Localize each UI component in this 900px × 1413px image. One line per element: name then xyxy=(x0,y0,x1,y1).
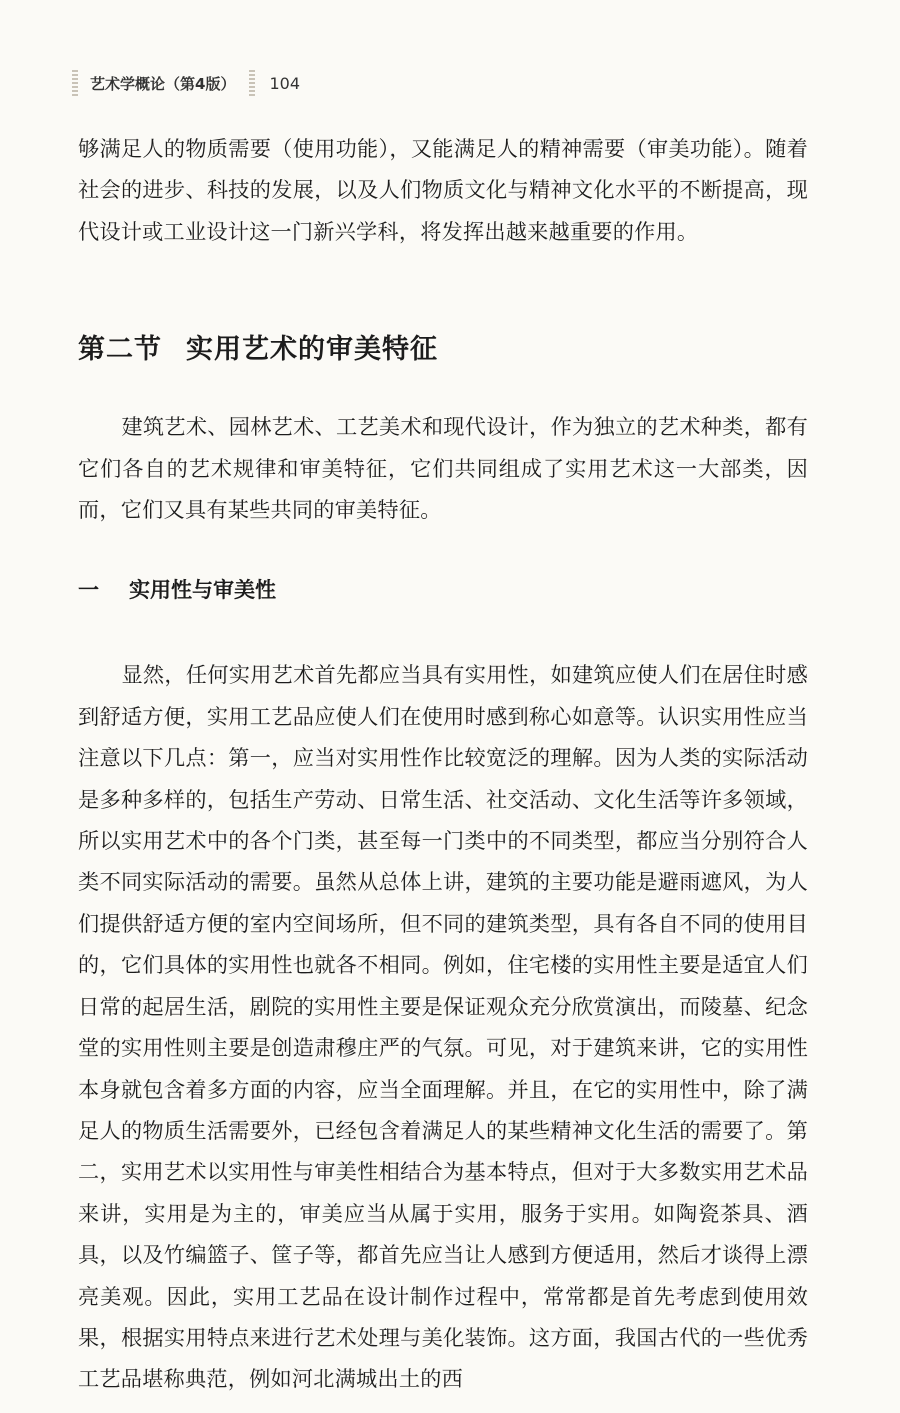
subsection-title: 实用性与审美性 xyxy=(129,578,276,603)
subsection-heading xyxy=(78,570,808,610)
page-content xyxy=(78,128,808,1400)
section-number: 第二节 xyxy=(78,334,162,366)
section-title: 实用艺术的审美特征 xyxy=(186,334,438,366)
header-decoration-bar xyxy=(72,70,78,96)
book-title: 艺术学概论（第4版） xyxy=(90,74,236,93)
running-head xyxy=(72,68,300,98)
body-paragraph: 显然，任何实用艺术首先都应当具有实用性，如建筑应使人们在居住时感到舒适方便，实用工艺品应使人们在使用时感到称心如意等。认识实用性应当注意以下几点：第一，应当对实用性作比较宽泛的理解。因为人类的实际活动是多种多样的，包括生产劳动、日常生活、社交活动、文化生活等许多领域，所以实用艺术中的各个门类，甚至每一门类中的不同类型，都应当分别符合人类不同实际活动的需要。虽然从总体上讲，建筑的主要功能是避雨遮风，为人们提供舒适方便的室内空间场所，但不同的建筑类型，具有各自不同的使用目的，它们具体的实用性也就各不相同。例如，住宅楼的实用性主要是适宜人们日常的起居生活，剧院的实用性主要是保证观众充分欣赏演出，而陵墓、纪念堂的实用性则主要是创造肃穆庄严的气氛。可见，对于建筑来讲，它的实用性本身就包含着多方面的内容，应当全面理解。并且，在它的实用性中，除了满足人的物质生活需要外，已经包含着满足人的某些精神文化生活的需要了。第二，实用艺术以实用性与审美性相结合为基本特点，但对于大多数实用艺术品来讲，实用是为主的，审美应当从属于实用，服务于实用。如陶瓷茶具、酒具，以及竹编篮子、筐子等，都首先应当让人感到方便适用，然后才谈得上漂亮美观。因此，实用工艺品在设计制作过程中，常常都是首先考虑到使用效果，根据实用特点来进行艺术处理与美化装饰。这方面，我国古代的一些优秀工艺品堪称典范，例如河北满城出土的西 xyxy=(78,662,808,1392)
page-number: 104 xyxy=(269,73,300,93)
section-intro-paragraph: 建筑艺术、园林艺术、工艺美术和现代设计，作为独立的艺术种类，都有它们各自的艺术规律和审美特征，它们共同组成了实用艺术这一大部类，因而，它们又具有某些共同的审美特征。 xyxy=(78,414,808,523)
subsection-number: 一 xyxy=(78,578,99,603)
section-heading xyxy=(78,330,808,370)
opening-paragraph: 够满足人的物质需要（使用功能），又能满足人的精神需要（审美功能）。随着社会的进步、科技的发展，以及人们物质文化与精神文化水平的不断提高，现代设计或工业设计这一门新兴学科，将发挥出越来越重要的作用。 xyxy=(78,136,808,244)
header-decoration-bar xyxy=(249,70,255,96)
